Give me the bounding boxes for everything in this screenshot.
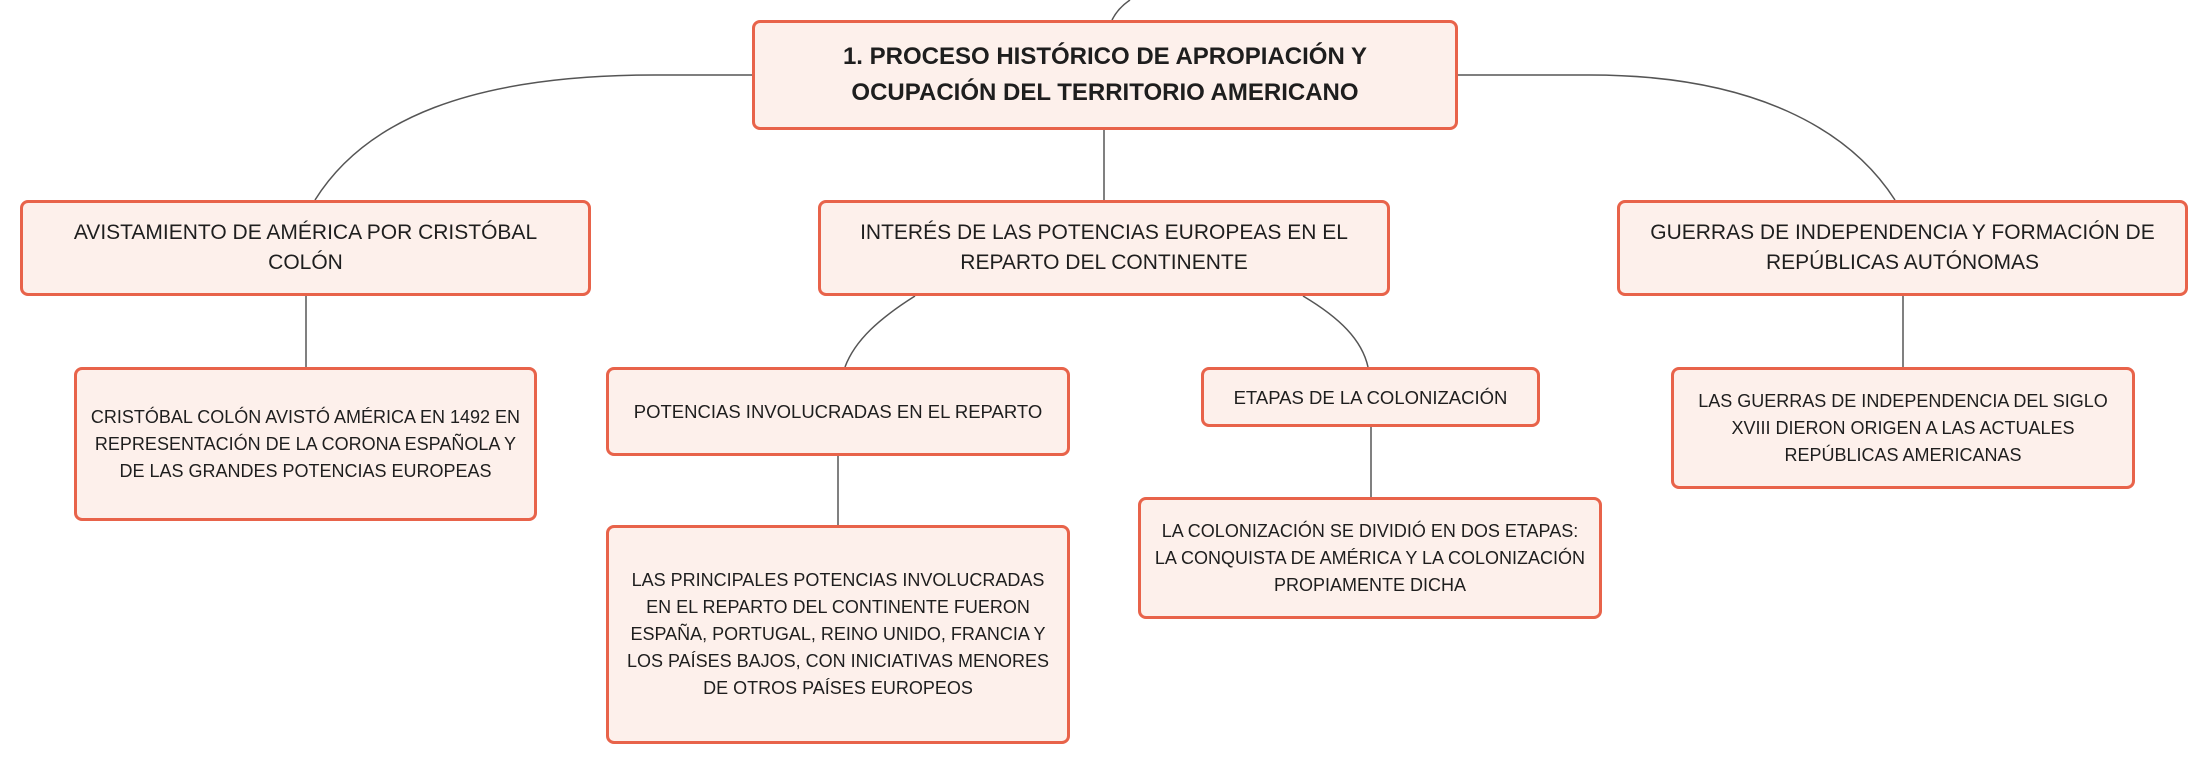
node-potencias-detail-text: LAS PRINCIPALES POTENCIAS INVOLUCRADAS EN EL REPARTO DEL CONTINENTE FUERON ESPAÑA, PORTUGAL, REINO UNIDO, FRANCIA Y LOS PAÍSES BAJOS, CON INICIATIVAS MENORES DE OTROS PAÍSES EUROPEOS xyxy=(626,570,1050,698)
connector-root-to-guerras xyxy=(1458,75,1895,200)
connector-interes-to-potencias xyxy=(845,296,915,367)
connector-root-to-avistamiento xyxy=(315,75,752,200)
node-avistamiento-detail-text: CRISTÓBAL COLÓN AVISTÓ AMÉRICA EN 1492 EN REPRESENTACIÓN DE LA CORONA ESPAÑOLA Y DE LAS GRANDES POTENCIAS EUROPEAS xyxy=(90,406,521,481)
root-node-label: 1. PROCESO HISTÓRICO DE APROPIACIÓN Y OCUPACIÓN DEL TERRITORIO AMERICANO xyxy=(842,43,1368,106)
node-etapas-detail-text: LA COLONIZACIÓN SE DIVIDIÓ EN DOS ETAPAS: LA CONQUISTA DE AMÉRICA Y LA COLONIZACIÓN PROPIAMENTE DICHA xyxy=(1154,520,1586,595)
node-guerras-detail[interactable] xyxy=(1671,367,2135,489)
node-etapas-detail[interactable] xyxy=(1138,497,1602,619)
node-potencias-detail[interactable] xyxy=(606,525,1070,744)
connector-interes-to-etapas xyxy=(1303,296,1368,367)
node-avistamiento-detail[interactable] xyxy=(74,367,537,521)
node-guerras-detail-text: LAS GUERRAS DE INDEPENDENCIA DEL SIGLO XVIII DIERON ORIGEN A LAS ACTUALES REPÚBLICAS AMERICANAS xyxy=(1698,390,2108,465)
node-etapas-label: ETAPAS DE LA COLONIZACIÓN xyxy=(1233,386,1508,408)
root-node[interactable] xyxy=(752,20,1458,130)
node-potencias[interactable] xyxy=(606,367,1070,456)
node-avistamiento[interactable] xyxy=(20,200,591,296)
node-potencias-label: POTENCIAS INVOLUCRADAS EN EL REPARTO xyxy=(633,401,1043,422)
node-interes-label: INTERÉS DE LAS POTENCIAS EUROPEAS EN EL REPARTO DEL CONTINENTE xyxy=(860,221,1348,274)
node-interes[interactable] xyxy=(818,200,1390,296)
node-avistamiento-label: AVISTAMIENTO DE AMÉRICA POR CRISTÓBAL COLÓN xyxy=(73,221,538,274)
node-guerras[interactable] xyxy=(1617,200,2188,296)
node-guerras-label: GUERRAS DE INDEPENDENCIA Y FORMACIÓN DE REPÚBLICAS AUTÓNOMAS xyxy=(1650,221,2155,274)
node-etapas[interactable] xyxy=(1201,367,1540,427)
connector-parent-to-root xyxy=(1112,0,1130,20)
